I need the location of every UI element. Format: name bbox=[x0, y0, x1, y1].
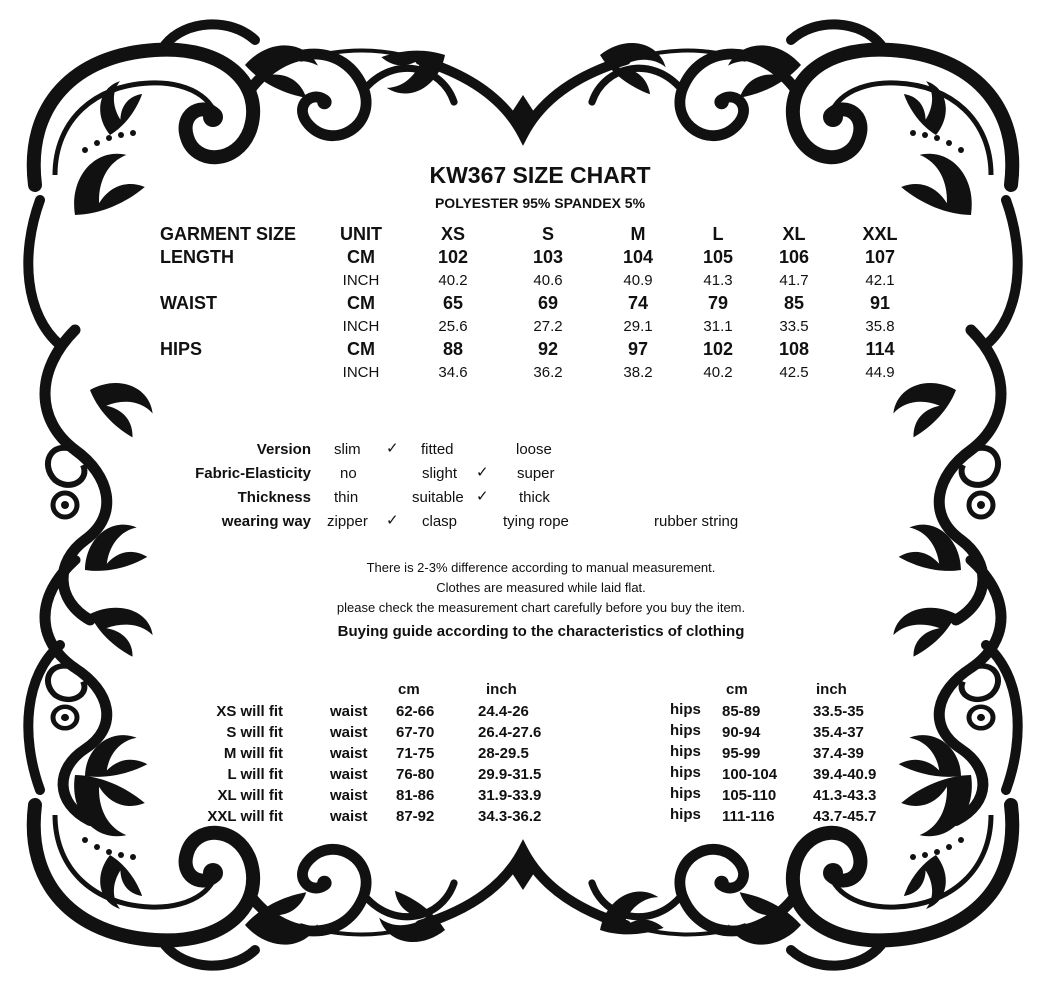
length-cm-l: 105 bbox=[702, 247, 734, 267]
waist-inch-xxl: 35.8 bbox=[865, 318, 895, 335]
guide-waist-cm-xl: 81-86 bbox=[396, 787, 435, 804]
row-waist-cm-unit: CM bbox=[347, 293, 375, 313]
row-hips-cm-unit: CM bbox=[347, 339, 375, 359]
guide-waist-label-xs: waist bbox=[330, 703, 368, 720]
waist-cm-xs: 65 bbox=[442, 293, 464, 313]
guide-waist-inch-xl: 31.9-33.9 bbox=[478, 787, 542, 804]
top-center-motif bbox=[376, 32, 670, 135]
row-hips-inch-unit: INCH bbox=[342, 364, 380, 381]
waist-cm-m: 74 bbox=[627, 293, 649, 313]
guide-fit-xxl: XXL will fit bbox=[207, 808, 283, 825]
guide-waist-cm-m: 71-75 bbox=[396, 745, 435, 762]
guide-waist-inch-s: 26.4-27.6 bbox=[478, 724, 542, 741]
version-option-slim: slim bbox=[334, 441, 361, 458]
guide-fit-m: M will fit bbox=[223, 745, 283, 762]
wearing-option-rubber-string: rubber string bbox=[654, 513, 739, 530]
version-check-mark: ✓ bbox=[386, 439, 399, 457]
guide-waist-inch-l: 29.9-31.5 bbox=[478, 766, 542, 783]
guide-fit-l: L will fit bbox=[227, 766, 283, 783]
guide-waist-cm-xs: 62-66 bbox=[396, 703, 435, 720]
guide-hips-inch-m: 37.4-39 bbox=[813, 745, 864, 762]
guide-hips-label-l: hips bbox=[670, 764, 701, 781]
header-garment-size: GARMENT SIZE bbox=[160, 224, 297, 244]
guide-hips-inch-xs: 33.5-35 bbox=[813, 703, 864, 720]
length-inch-xxl: 42.1 bbox=[865, 272, 895, 289]
guide-waist-inch-m: 28-29.5 bbox=[478, 745, 529, 762]
guide-hips-cm-xxl: 111-116 bbox=[722, 808, 775, 825]
length-cm-xl: 106 bbox=[778, 247, 810, 267]
elasticity-option-no: no bbox=[340, 465, 357, 482]
header-size-l: L bbox=[712, 224, 724, 244]
length-inch-s: 40.6 bbox=[533, 272, 563, 289]
thickness-option-thick: thick bbox=[519, 489, 550, 506]
guide-waist-label-xl: waist bbox=[330, 787, 368, 804]
hips-cm-m: 97 bbox=[627, 339, 649, 359]
feature-thickness-label: Thickness bbox=[237, 489, 311, 506]
length-cm-m: 104 bbox=[622, 247, 654, 267]
guide-waist-label-xxl: waist bbox=[330, 808, 368, 825]
guide-waist-unit-cm: cm bbox=[398, 681, 420, 698]
guide-hips-label-m: hips bbox=[670, 743, 701, 760]
guide-hips-inch-l: 39.4-40.9 bbox=[813, 766, 877, 783]
guide-hips-label-xl: hips bbox=[670, 785, 701, 802]
hips-inch-l: 40.2 bbox=[703, 364, 733, 381]
hips-inch-xs: 34.6 bbox=[438, 364, 468, 381]
version-option-fitted: fitted bbox=[421, 441, 454, 458]
row-waist-inch-unit: INCH bbox=[342, 318, 380, 335]
guide-waist-cm-l: 76-80 bbox=[396, 766, 435, 783]
length-cm-xxl: 107 bbox=[864, 247, 896, 267]
thickness-check-mark: ✓ bbox=[476, 487, 489, 505]
hips-cm-xl: 108 bbox=[778, 339, 810, 359]
length-inch-l: 41.3 bbox=[703, 272, 733, 289]
guide-hips-inch-s: 35.4-37 bbox=[813, 724, 864, 741]
thickness-option-suitable: suitable bbox=[412, 489, 464, 506]
guide-fit-xl: XL will fit bbox=[217, 787, 283, 804]
length-inch-xl: 41.7 bbox=[779, 272, 809, 289]
guide-hips-label-xxl: hips bbox=[670, 806, 701, 823]
wearing-option-clasp: clasp bbox=[422, 513, 458, 530]
waist-cm-l: 79 bbox=[707, 293, 729, 313]
hips-inch-xl: 42.5 bbox=[779, 364, 809, 381]
header-size-m: M bbox=[630, 224, 646, 244]
guide-hips-inch-xl: 41.3-43.3 bbox=[813, 787, 877, 804]
buying-guide-title: Buying guide according to the characteristics of clothing bbox=[337, 623, 745, 640]
note-check-chart: please check the measurement chart carefully before you buy the item. bbox=[336, 600, 746, 615]
guide-waist-unit-inch: inch bbox=[486, 681, 517, 698]
guide-hips-cm-l: 100-104 bbox=[722, 766, 778, 783]
elasticity-option-slight: slight bbox=[422, 465, 458, 482]
hips-cm-xs: 88 bbox=[442, 339, 464, 359]
wearing-check-mark: ✓ bbox=[386, 511, 399, 529]
length-inch-xs: 40.2 bbox=[438, 272, 468, 289]
guide-waist-inch-xxl: 34.3-36.2 bbox=[478, 808, 542, 825]
feature-wearing-way-label: wearing way bbox=[221, 513, 311, 530]
length-inch-m: 40.9 bbox=[623, 272, 653, 289]
waist-inch-l: 31.1 bbox=[703, 318, 733, 335]
version-option-loose: loose bbox=[516, 441, 552, 458]
guide-hips-unit-cm: cm bbox=[726, 681, 748, 698]
guide-fit-s: S will fit bbox=[226, 724, 283, 741]
guide-hips-cm-xl: 105-110 bbox=[722, 787, 777, 804]
hips-inch-xxl: 44.9 bbox=[865, 364, 895, 381]
chart-title: KW367 SIZE CHART bbox=[429, 162, 651, 188]
feature-version-label: Version bbox=[256, 441, 311, 458]
row-waist-label: WAIST bbox=[160, 293, 217, 313]
guide-hips-inch-xxl: 43.7-45.7 bbox=[813, 808, 877, 825]
guide-waist-cm-xxl: 87-92 bbox=[396, 808, 435, 825]
hips-cm-xxl: 114 bbox=[865, 339, 895, 359]
hips-cm-l: 102 bbox=[702, 339, 734, 359]
guide-hips-label-xs: hips bbox=[670, 701, 701, 718]
header-unit: UNIT bbox=[340, 224, 382, 244]
elasticity-option-super: super bbox=[517, 465, 555, 482]
header-size-xxl: XXL bbox=[862, 224, 898, 244]
note-laid-flat: Clothes are measured while laid flat. bbox=[436, 580, 646, 595]
hips-inch-s: 36.2 bbox=[533, 364, 563, 381]
hips-cm-s: 92 bbox=[537, 339, 559, 359]
length-cm-xs: 102 bbox=[437, 247, 469, 267]
length-cm-s: 103 bbox=[532, 247, 564, 267]
guide-hips-unit-inch: inch bbox=[816, 681, 847, 698]
waist-inch-s: 27.2 bbox=[533, 318, 563, 335]
hips-inch-m: 38.2 bbox=[623, 364, 653, 381]
guide-hips-cm-m: 95-99 bbox=[722, 745, 761, 762]
thickness-option-thin: thin bbox=[334, 489, 359, 506]
bottom-center-motif bbox=[375, 850, 669, 953]
row-length-inch-unit: INCH bbox=[342, 272, 380, 289]
row-length-cm-unit: CM bbox=[347, 247, 375, 267]
guide-waist-label-m: waist bbox=[330, 745, 368, 762]
elasticity-check-mark: ✓ bbox=[476, 463, 489, 481]
guide-waist-inch-xs: 24.4-26 bbox=[478, 703, 529, 720]
note-measurement-difference: There is 2-3% difference according to manual measurement. bbox=[366, 560, 716, 575]
waist-cm-xxl: 91 bbox=[869, 293, 891, 313]
header-size-xl: XL bbox=[782, 224, 806, 244]
waist-cm-xl: 85 bbox=[783, 293, 805, 313]
header-size-s: S bbox=[541, 224, 555, 244]
row-length-label: LENGTH bbox=[160, 247, 234, 267]
wearing-option-tying-rope: tying rope bbox=[503, 513, 569, 530]
waist-inch-xl: 33.5 bbox=[779, 318, 809, 335]
row-hips-label: HIPS bbox=[160, 339, 203, 359]
header-size-xs: XS bbox=[440, 224, 466, 244]
wearing-option-zipper: zipper bbox=[327, 513, 368, 530]
waist-inch-xs: 25.6 bbox=[438, 318, 468, 335]
waist-inch-m: 29.1 bbox=[623, 318, 653, 335]
guide-fit-xs: XS will fit bbox=[216, 703, 283, 720]
feature-elasticity-label: Fabric-Elasticity bbox=[195, 465, 311, 482]
guide-waist-cm-s: 67-70 bbox=[396, 724, 435, 741]
guide-waist-label-l: waist bbox=[330, 766, 368, 783]
guide-waist-label-s: waist bbox=[330, 724, 368, 741]
waist-cm-s: 69 bbox=[537, 293, 559, 313]
guide-hips-cm-s: 90-94 bbox=[722, 724, 761, 741]
guide-hips-cm-xs: 85-89 bbox=[722, 703, 761, 720]
material-composition: POLYESTER 95% SPANDEX 5% bbox=[434, 195, 646, 211]
guide-hips-label-s: hips bbox=[670, 722, 701, 739]
